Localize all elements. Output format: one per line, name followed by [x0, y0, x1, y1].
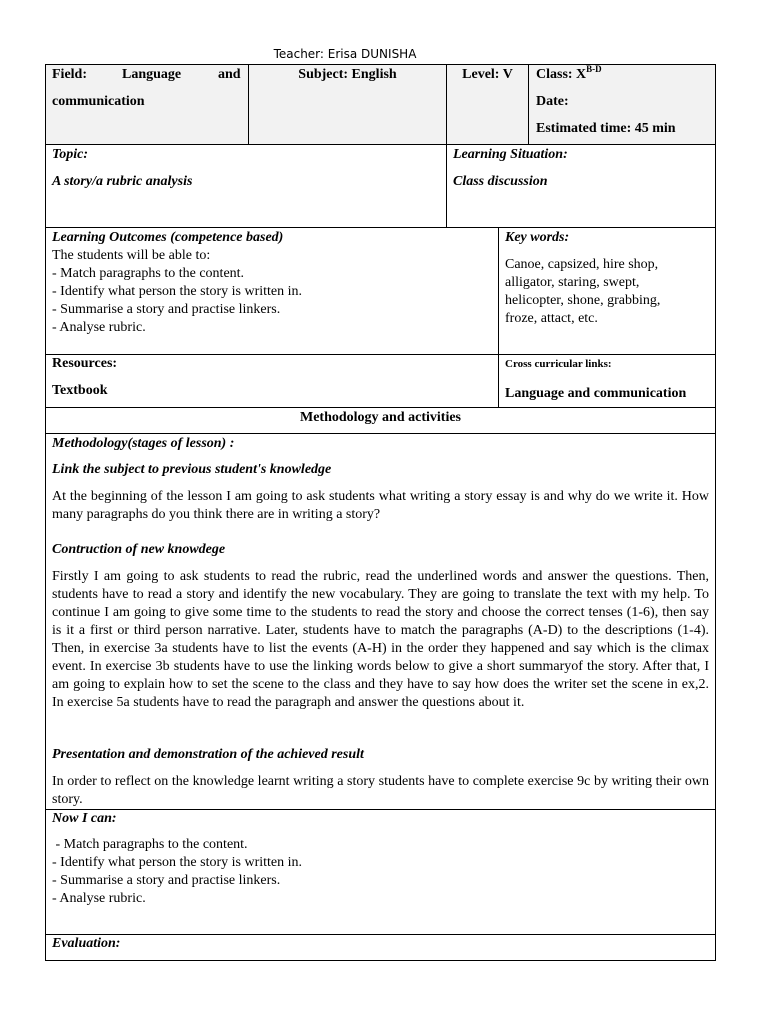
resources-value: Textbook	[52, 383, 108, 398]
key-words-cell	[498, 227, 716, 355]
level-label: Level: V	[462, 67, 513, 82]
now-i-can-item: - Identify what person the story is written in.	[52, 855, 303, 870]
resources-label: Resources:	[52, 356, 118, 371]
key-words-line: helicopter, shone, grabbing,	[505, 293, 661, 308]
methodology-stages-label: Methodology(stages of lesson) :	[52, 436, 235, 451]
field-word-and: and	[218, 67, 241, 82]
learning-outcomes-intro: The students will be able to:	[52, 248, 211, 263]
teacher-name: Teacher: Erisa DUNISHA	[273, 47, 417, 61]
topic-cell	[45, 144, 447, 228]
methodology-heading-cell	[45, 407, 716, 434]
outcome-item: - Summarise a story and practise linkers.	[52, 302, 281, 317]
learning-outcomes-cell	[45, 227, 499, 355]
cross-curricular-cell	[498, 354, 716, 408]
key-words-line: Canoe, capsized, hire shop,	[505, 257, 659, 272]
class-cell	[528, 64, 716, 145]
link-heading: Link the subject to previous student's knowledge	[52, 462, 332, 477]
learning-situation-value: Class discussion	[453, 174, 548, 189]
outcome-item: - Match paragraphs to the content.	[52, 266, 245, 281]
field-label: Field:	[52, 67, 87, 82]
key-words-label: Key words:	[505, 230, 570, 245]
cross-curricular-label: Cross curricular links:	[505, 358, 612, 370]
outcome-item: - Analyse rubric.	[52, 320, 146, 335]
learning-outcomes-label: Learning Outcomes (competence based)	[52, 230, 284, 245]
construction-heading: Contruction of new knowdege	[52, 542, 226, 557]
key-words-line: alligator, staring, swept,	[505, 275, 640, 290]
estimated-time: Estimated time: 45 min	[536, 121, 676, 136]
methodology-heading: Methodology and activities	[300, 410, 461, 425]
field-value: communication	[52, 94, 145, 109]
topic-value: A story/a rubric analysis	[52, 174, 193, 189]
now-i-can-item: - Summarise a story and practise linkers.	[52, 873, 281, 888]
topic-label: Topic:	[52, 147, 89, 162]
key-words-line: froze, attact, etc.	[505, 311, 598, 326]
level-cell	[446, 64, 529, 145]
subject-label: Subject: English	[298, 67, 397, 82]
evaluation-cell	[45, 934, 716, 961]
field-word-language: Language	[122, 67, 182, 82]
presentation-text: In order to reflect on the knowledge learnt writing a story students have to complete exercise 9c by writing their own story.	[52, 774, 709, 807]
now-i-can-item: - Analyse rubric.	[52, 891, 146, 906]
subject-cell	[248, 64, 447, 145]
date-label: Date:	[536, 94, 569, 109]
evaluation-label: Evaluation:	[52, 936, 121, 951]
methodology-cell	[45, 433, 716, 810]
class-superscript: B-D	[586, 64, 602, 74]
class-label	[536, 66, 602, 84]
now-i-can-label: Now I can:	[52, 811, 117, 826]
now-i-can-item: - Match paragraphs to the content.	[52, 837, 248, 852]
presentation-heading: Presentation and demonstration of the achieved result	[52, 747, 364, 762]
learning-situation-label: Learning Situation:	[453, 147, 568, 162]
resources-cell	[45, 354, 499, 408]
construction-text: Firstly I am going to ask students to read the rubric, read the underlined words and answer the questions. Then, students have to read a story and identify the new vocabulary. They are going to translate the text with my help. To continue I am going to give some time to the students to read the story and choose the correct tenses (1-6), then say is it a first or third person narrative. Later, students have to match the paragraphs (A-D) to the descriptions (1-4). Then, in exercise 3a students have to list the events (A-H) in the order they happened and say which is the climax event. In exercise 3b students have to use the linking words below to give a short summaryof the story. After that, I am going to explain how to set the scene to the class and they have to say how does the writer set the scene in ex,2. In exercise 5a students have to read the paragraph and answer the questions about it.	[52, 569, 709, 710]
cross-curricular-value: Language and communication	[505, 386, 687, 401]
link-text: At the beginning of the lesson I am going to ask students what writing a story essay is and why do we write it. How many paragraphs do you think there are in writing a story?	[52, 489, 709, 522]
outcome-item: - Identify what person the story is written in.	[52, 284, 303, 299]
field-cell	[45, 64, 249, 145]
class-name: Class: X	[536, 67, 587, 82]
learning-situation-cell	[446, 144, 716, 228]
now-i-can-cell	[45, 809, 716, 935]
